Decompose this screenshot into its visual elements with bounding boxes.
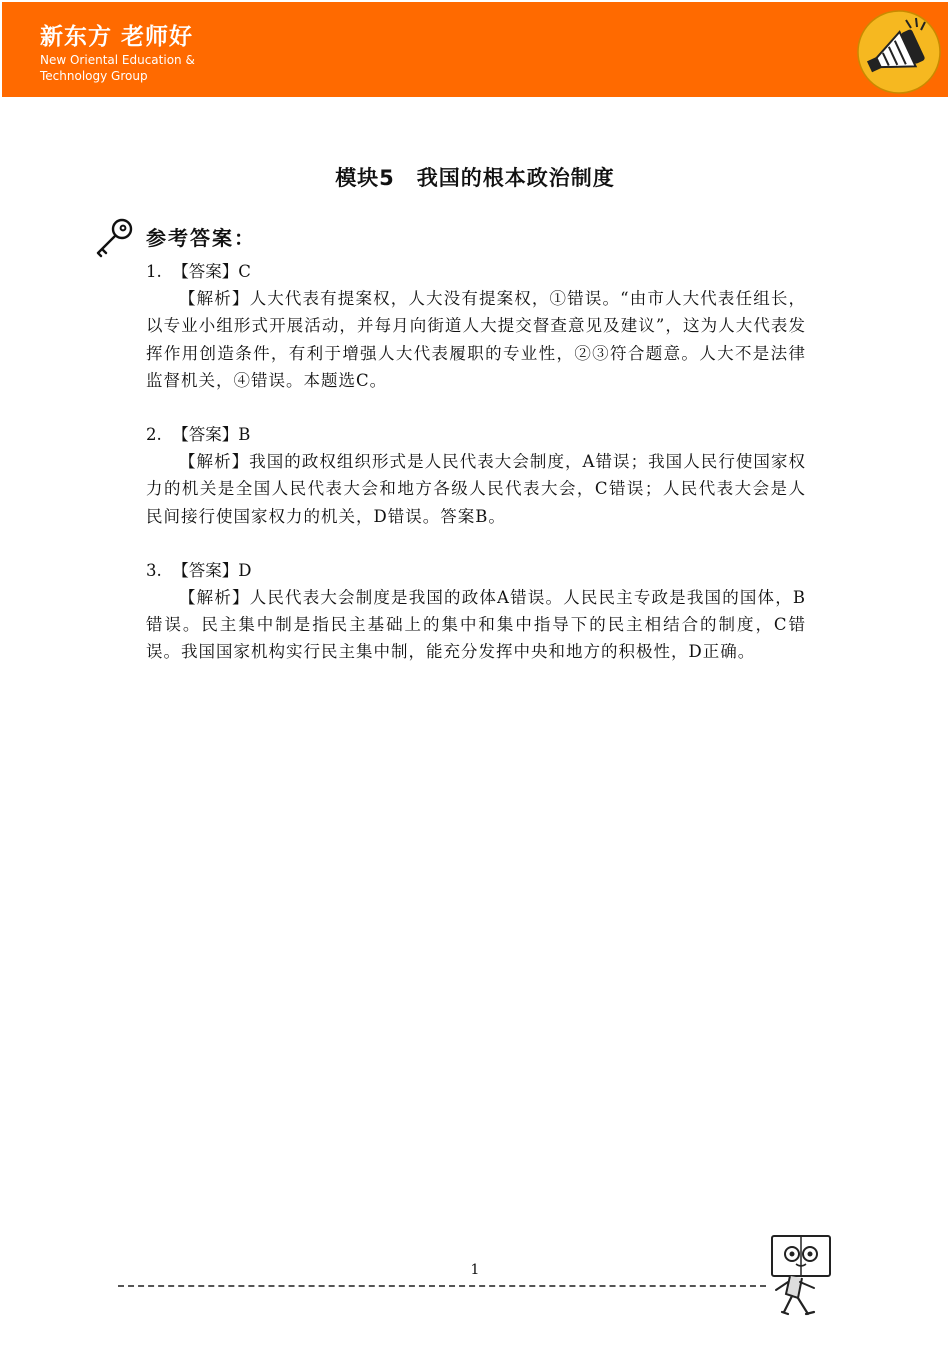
reading-mascot-icon bbox=[768, 1234, 834, 1322]
answer-label: 【答案】D bbox=[172, 560, 252, 580]
explanation-text: 【解析】人民代表大会制度是我国的政体A错误。人民民主专政是我国的国体，B错误。民主集中制是指民主基础上的集中和集中指导下的民主相结合的制度，C错误。我国国家机构实行民主集中制，能充分发挥中央和地方的积极性，D正确。 bbox=[146, 588, 806, 662]
answer-label: 【答案】B bbox=[172, 425, 251, 445]
header-banner bbox=[2, 2, 948, 97]
answer-item-1 bbox=[146, 258, 806, 394]
answer-list bbox=[146, 258, 806, 693]
item-number: 1. bbox=[146, 262, 162, 281]
page-title: 模块5 我国的根本政治制度 bbox=[335, 166, 615, 190]
answer-item-2 bbox=[146, 421, 806, 530]
page-number: 1 bbox=[470, 1262, 480, 1278]
item-number: 3. bbox=[146, 560, 162, 580]
megaphone-badge-icon bbox=[856, 10, 942, 98]
brand-en-line-1: New Oriental Education & bbox=[40, 53, 195, 67]
brand-en-line-2: Technology Group bbox=[40, 69, 148, 83]
brand-name-en bbox=[40, 52, 240, 84]
answer-item-3 bbox=[146, 557, 806, 666]
footer-divider bbox=[118, 1285, 766, 1287]
answers-heading: 参考答案： bbox=[146, 226, 256, 250]
item-number: 2. bbox=[146, 425, 162, 445]
explanation-text: 【解析】我国的政权组织形式是人民代表大会制度，A错误；我国人民行使国家权力的机关是全国人民代表大会和地方各级人民代表大会，C错误；人民代表大会是人民间接行使国家权力的机关，D错误。答案B。 bbox=[146, 452, 806, 526]
brand-name-cn: 新东方 老师好 bbox=[40, 24, 194, 50]
explanation-text: 【解析】人大代表有提案权，人大没有提案权，①错误。“由市人大代表任组长，以专业小组形式开展活动，并每月向街道人大提交督查意见及建议”，这为人大代表发挥作用创造条件，有利于增强人大代表履职的专业性，②③符合题意。人大不是法律监督机关，④错误。本题选C。 bbox=[146, 289, 806, 390]
key-icon bbox=[92, 216, 136, 264]
answer-label: 【答案】C bbox=[172, 262, 251, 281]
